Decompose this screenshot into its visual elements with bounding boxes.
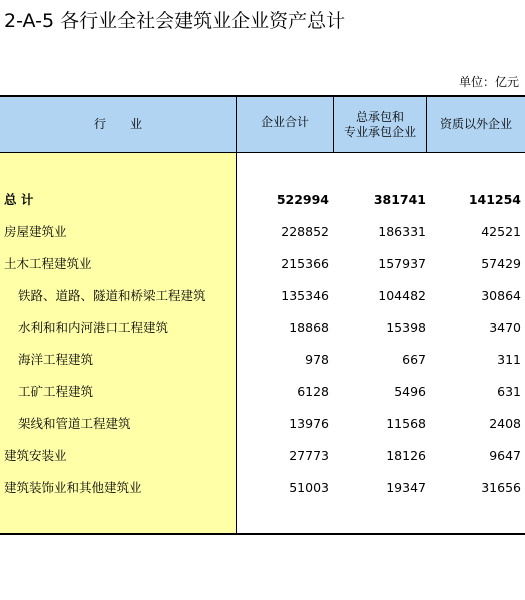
table-row bbox=[0, 440, 525, 472]
table-row bbox=[0, 408, 525, 440]
row-total: 51003 bbox=[289, 480, 329, 495]
row-contract: 667 bbox=[402, 352, 426, 367]
table-row bbox=[0, 472, 525, 504]
row-contract: 11568 bbox=[386, 416, 426, 431]
table-row bbox=[0, 248, 525, 280]
table-row bbox=[0, 312, 525, 344]
row-contract: 104482 bbox=[378, 288, 426, 303]
row-total: 27773 bbox=[289, 448, 329, 463]
row-contract: 5496 bbox=[394, 384, 426, 399]
row-total: 215366 bbox=[281, 256, 329, 271]
row-label: 架线和管道工程建筑 bbox=[18, 416, 131, 431]
row-other: 42521 bbox=[481, 224, 521, 239]
header-total: 企业合计 bbox=[260, 115, 309, 129]
row-label: 铁路、道路、隧道和桥梁工程建筑 bbox=[18, 288, 206, 303]
row-other: 631 bbox=[497, 384, 521, 399]
row-label: 土木工程建筑业 bbox=[4, 256, 92, 271]
unit-label: 单位：亿元 bbox=[458, 75, 519, 89]
table-row bbox=[0, 280, 525, 312]
table-row bbox=[0, 216, 525, 248]
row-total: 135346 bbox=[281, 288, 329, 303]
row-other: 57429 bbox=[481, 256, 521, 271]
row-label: 海洋工程建筑 bbox=[18, 352, 94, 367]
row-label: 房屋建筑业 bbox=[4, 224, 67, 239]
header-contract-line2: 专业承包企业 bbox=[343, 124, 416, 139]
row-total: 13976 bbox=[289, 416, 329, 431]
header-other: 资质以外企业 bbox=[439, 117, 512, 131]
row-total: 978 bbox=[305, 352, 329, 367]
table-row bbox=[0, 184, 525, 216]
row-other: 3470 bbox=[489, 320, 521, 335]
table-bottom-rule bbox=[0, 533, 525, 535]
table-row bbox=[0, 376, 525, 408]
row-contract: 15398 bbox=[386, 320, 426, 335]
header-industry: 行 业 bbox=[93, 117, 142, 131]
table-row bbox=[0, 344, 525, 376]
row-other: 2408 bbox=[489, 416, 521, 431]
header-divider bbox=[333, 97, 334, 152]
row-other: 31656 bbox=[481, 480, 521, 495]
table-header bbox=[0, 97, 525, 153]
page-title: 2-A-5 各行业全社会建筑业企业资产总计 bbox=[4, 10, 346, 32]
row-contract: 186331 bbox=[378, 224, 426, 239]
row-contract: 381741 bbox=[373, 192, 426, 207]
row-label: 总 计 bbox=[4, 192, 34, 207]
row-other: 30864 bbox=[481, 288, 521, 303]
row-contract: 18126 bbox=[386, 448, 426, 463]
row-label: 建筑装饰业和其他建筑业 bbox=[4, 480, 142, 495]
row-other: 9647 bbox=[489, 448, 521, 463]
row-contract: 157937 bbox=[378, 256, 426, 271]
row-total: 522994 bbox=[276, 192, 329, 207]
row-label: 水利和和内河港口工程建筑 bbox=[18, 320, 169, 335]
row-label: 工矿工程建筑 bbox=[18, 384, 94, 399]
row-total: 18868 bbox=[289, 320, 329, 335]
row-label: 建筑安装业 bbox=[4, 448, 67, 463]
header-contract-line1: 总承包和 bbox=[355, 109, 404, 124]
row-total: 228852 bbox=[281, 224, 329, 239]
header-divider bbox=[426, 97, 427, 152]
row-other: 141254 bbox=[468, 192, 521, 207]
row-contract: 19347 bbox=[386, 480, 426, 495]
row-other: 311 bbox=[497, 352, 521, 367]
header-contract bbox=[334, 97, 426, 152]
row-total: 6128 bbox=[297, 384, 329, 399]
